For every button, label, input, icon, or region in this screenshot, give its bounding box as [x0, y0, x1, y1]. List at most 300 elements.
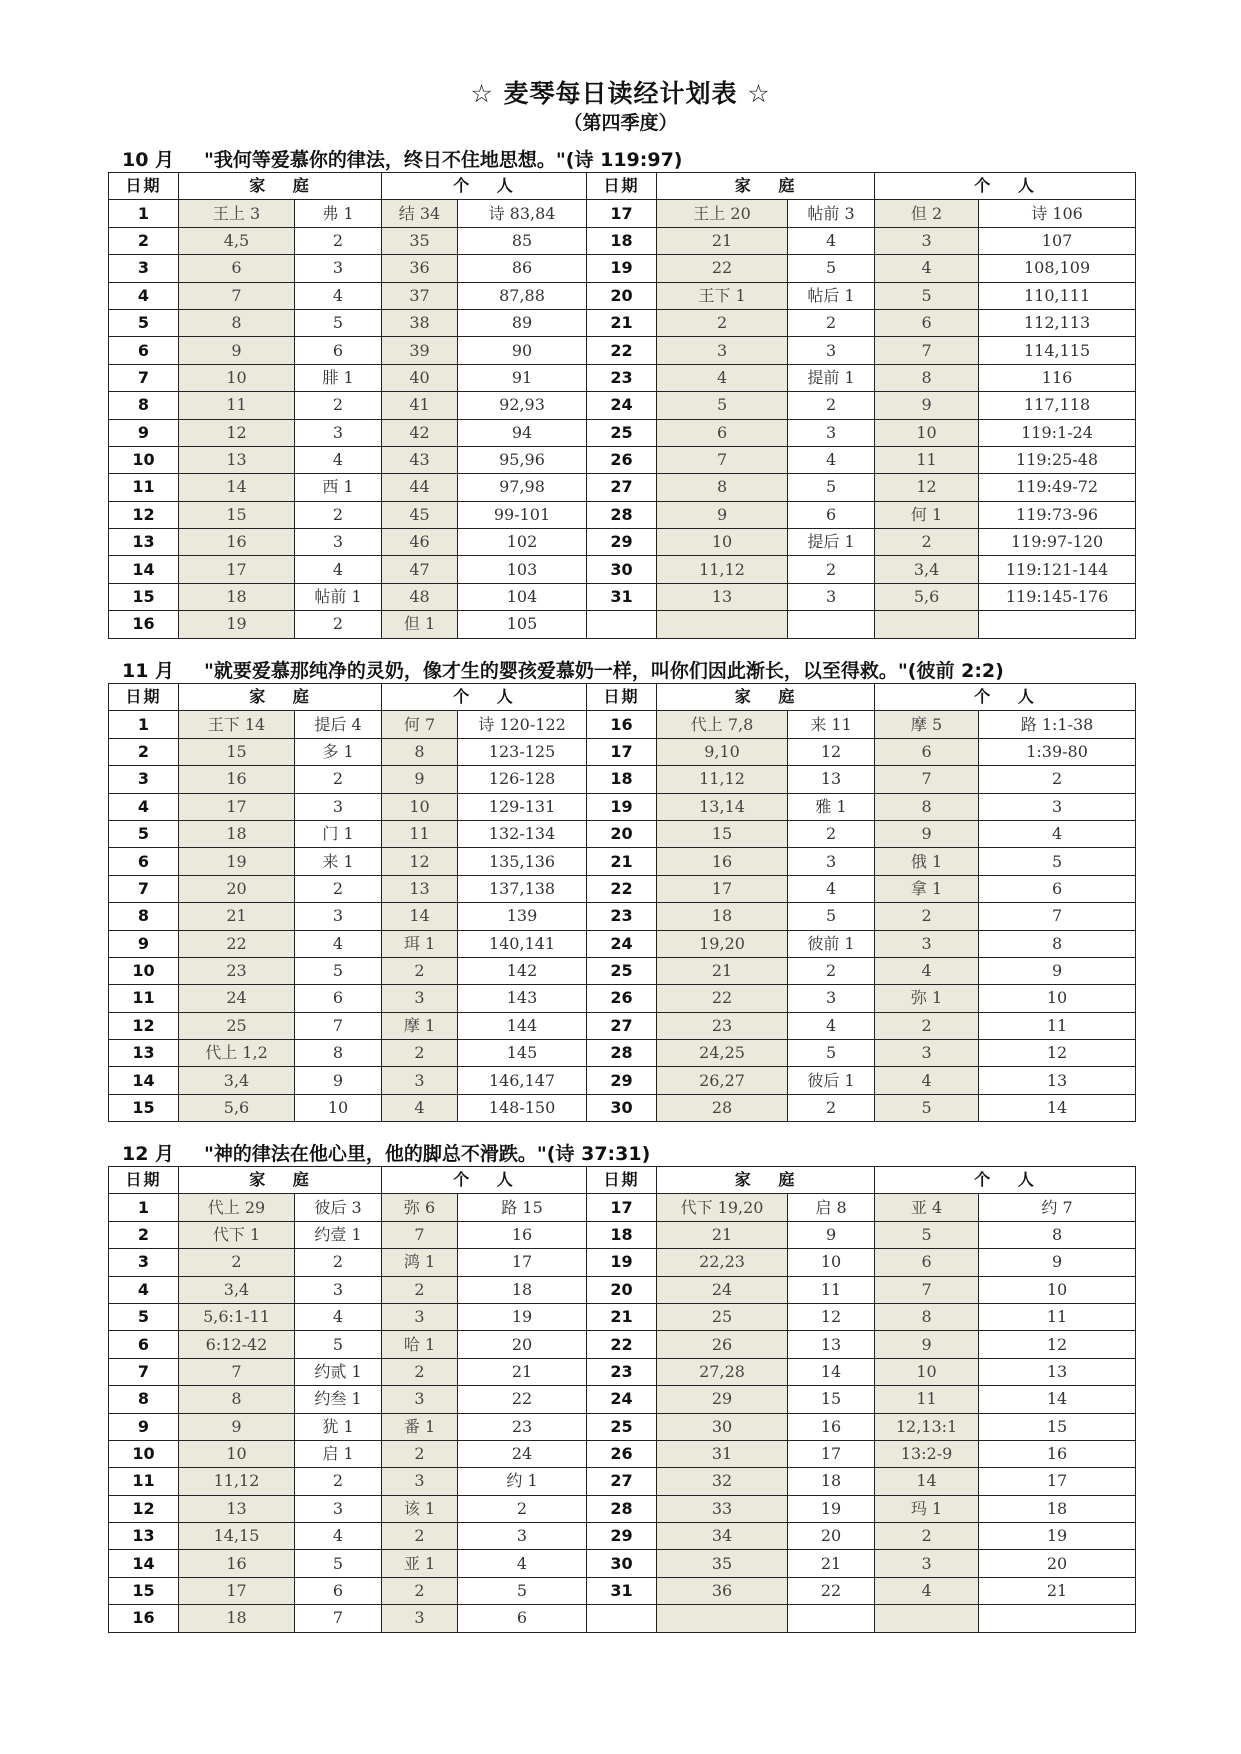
date-cell: 19	[587, 793, 657, 820]
personal-reading-1: 结 34	[382, 200, 458, 227]
table-row	[109, 1249, 1136, 1276]
personal-reading-1: 摩 1	[382, 1012, 458, 1039]
date-cell: 25	[587, 419, 657, 446]
date-cell: 27	[587, 1012, 657, 1039]
date-cell: 5	[109, 1303, 179, 1330]
date-cell: 24	[587, 392, 657, 419]
date-cell: 19	[587, 255, 657, 282]
personal-reading-2: 8	[979, 1221, 1136, 1248]
date-cell: 30	[587, 1094, 657, 1121]
personal-reading-2: 2	[458, 1495, 587, 1522]
family-reading-1: 28	[657, 1094, 788, 1121]
date-cell: 4	[109, 282, 179, 309]
family-reading-1: 21	[657, 957, 788, 984]
table-row	[109, 930, 1136, 957]
table-row	[109, 711, 1136, 738]
family-reading-2: 2	[295, 766, 382, 793]
personal-reading-1: 3	[382, 1468, 458, 1495]
family-reading-1: 王上 3	[179, 200, 295, 227]
personal-reading-2: 14	[979, 1386, 1136, 1413]
date-cell: 22	[587, 337, 657, 364]
personal-reading-1: 8	[875, 364, 979, 391]
date-cell: 9	[109, 419, 179, 446]
table-row	[109, 255, 1136, 282]
family-reading-2: 7	[295, 1012, 382, 1039]
personal-reading-1: 47	[382, 556, 458, 583]
personal-reading-2: 107	[979, 227, 1136, 254]
family-reading-2: 3	[788, 337, 875, 364]
personal-reading-2: 路 1:1-38	[979, 711, 1136, 738]
date-cell: 24	[587, 930, 657, 957]
family-reading-1: 21	[657, 227, 788, 254]
table-row	[109, 875, 1136, 902]
date-cell	[587, 611, 657, 638]
personal-reading-1: 3	[875, 1040, 979, 1067]
personal-reading-1: 弥 1	[875, 985, 979, 1012]
table-row	[109, 1040, 1136, 1067]
month-verse: "神的律法在他心里，他的脚总不滑跌。"(诗 37:31)	[204, 1143, 651, 1165]
family-reading-1: 7	[657, 446, 788, 473]
personal-reading-1: 5	[875, 282, 979, 309]
family-reading-1: 王下 14	[179, 711, 295, 738]
personal-reading-1: 但 1	[382, 611, 458, 638]
personal-reading-2: 13	[979, 1067, 1136, 1094]
personal-reading-2: 4	[979, 820, 1136, 847]
personal-reading-2: 23	[458, 1413, 587, 1440]
family-reading-2: 弗 1	[295, 200, 382, 227]
personal-reading-2: 16	[458, 1221, 587, 1248]
table-row	[109, 1550, 1136, 1577]
family-reading-1: 16	[179, 766, 295, 793]
personal-reading-1: 40	[382, 364, 458, 391]
personal-reading-1: 46	[382, 529, 458, 556]
personal-reading-2: 11	[979, 1303, 1136, 1330]
personal-reading-1: 10	[875, 1358, 979, 1385]
family-reading-2: 腓 1	[295, 364, 382, 391]
family-reading-2: 2	[788, 1094, 875, 1121]
family-reading-2: 5	[295, 1331, 382, 1358]
personal-reading-2: 104	[458, 583, 587, 610]
family-reading-2: 3	[295, 1276, 382, 1303]
date-cell: 26	[587, 446, 657, 473]
personal-reading-2: 19	[458, 1303, 587, 1330]
date-cell: 22	[587, 875, 657, 902]
personal-reading-1: 48	[382, 583, 458, 610]
family-reading-1: 2	[657, 309, 788, 336]
family-reading-1: 15	[179, 738, 295, 765]
month-header-oct	[122, 145, 682, 172]
personal-reading-1: 42	[382, 419, 458, 446]
family-reading-1: 19,20	[657, 930, 788, 957]
personal-reading-2: 14	[979, 1094, 1136, 1121]
date-cell: 21	[587, 1303, 657, 1330]
personal-reading-2: 路 15	[458, 1194, 587, 1221]
family-reading-2: 3	[788, 985, 875, 1012]
family-reading-1: 21	[657, 1221, 788, 1248]
personal-reading-1: 2	[382, 1440, 458, 1467]
family-header: 家 庭	[657, 173, 875, 200]
family-reading-1: 代上 7,8	[657, 711, 788, 738]
personal-reading-1: 8	[875, 793, 979, 820]
family-reading-2: 4	[295, 930, 382, 957]
family-reading-1: 23	[179, 957, 295, 984]
table-row	[109, 419, 1136, 446]
personal-reading-2: 140,141	[458, 930, 587, 957]
family-reading-1: 13	[179, 1495, 295, 1522]
personal-reading-1: 该 1	[382, 1495, 458, 1522]
personal-reading-1: 38	[382, 309, 458, 336]
date-cell: 4	[109, 1276, 179, 1303]
personal-reading-1: 9	[382, 766, 458, 793]
personal-reading-1: 3	[382, 1386, 458, 1413]
table-row	[109, 611, 1136, 638]
personal-reading-1: 4	[875, 1577, 979, 1604]
date-cell: 8	[109, 392, 179, 419]
family-reading-1: 代下 1	[179, 1221, 295, 1248]
date-cell: 8	[109, 903, 179, 930]
month-header-dec	[122, 1139, 650, 1166]
table-row	[109, 903, 1136, 930]
family-reading-1: 15	[657, 820, 788, 847]
personal-reading-1	[875, 1605, 979, 1632]
personal-reading-2: 19	[979, 1523, 1136, 1550]
date-cell: 18	[587, 227, 657, 254]
personal-reading-1: 5,6	[875, 583, 979, 610]
date-cell: 21	[587, 848, 657, 875]
date-cell: 5	[109, 309, 179, 336]
family-reading-2: 2	[788, 820, 875, 847]
personal-reading-1: 8	[875, 1303, 979, 1330]
date-cell: 20	[587, 282, 657, 309]
personal-reading-1: 4	[875, 1067, 979, 1094]
date-cell: 20	[587, 1276, 657, 1303]
family-reading-2: 4	[295, 282, 382, 309]
month-verse: "我何等爱慕你的律法，终日不住地思想。"(诗 119:97)	[204, 149, 683, 171]
personal-reading-2: 17	[458, 1249, 587, 1276]
family-reading-2: 14	[788, 1358, 875, 1385]
table-row	[109, 282, 1136, 309]
personal-reading-1	[875, 611, 979, 638]
table-row	[109, 985, 1136, 1012]
table-row	[109, 1358, 1136, 1385]
table-header-row	[109, 173, 1136, 200]
date-cell: 1	[109, 1194, 179, 1221]
table-row	[109, 337, 1136, 364]
date-cell: 14	[109, 1550, 179, 1577]
personal-reading-1: 12	[382, 848, 458, 875]
family-reading-1: 8	[179, 1386, 295, 1413]
family-reading-2: 帖前 3	[788, 200, 875, 227]
family-reading-2: 2	[788, 309, 875, 336]
family-reading-1: 11,12	[657, 556, 788, 583]
table-row	[109, 1495, 1136, 1522]
personal-reading-2: 90	[458, 337, 587, 364]
family-reading-2: 帖前 1	[295, 583, 382, 610]
family-reading-2: 彼后 3	[295, 1194, 382, 1221]
date-cell: 7	[109, 364, 179, 391]
date-cell: 31	[587, 1577, 657, 1604]
personal-reading-1: 41	[382, 392, 458, 419]
date-cell: 10	[109, 957, 179, 984]
family-reading-1: 10	[179, 1440, 295, 1467]
date-cell: 5	[109, 820, 179, 847]
date-cell: 22	[587, 1331, 657, 1358]
date-cell: 13	[109, 529, 179, 556]
date-cell: 4	[109, 793, 179, 820]
family-reading-1: 代上 29	[179, 1194, 295, 1221]
family-reading-2: 提后 4	[295, 711, 382, 738]
personal-reading-1: 玛 1	[875, 1495, 979, 1522]
family-reading-1: 10	[179, 364, 295, 391]
family-reading-2: 3	[295, 529, 382, 556]
family-reading-2: 18	[788, 1468, 875, 1495]
date-cell: 13	[109, 1523, 179, 1550]
month-label: 11 月	[122, 660, 175, 682]
family-reading-2: 3	[788, 583, 875, 610]
personal-reading-1: 4	[875, 255, 979, 282]
family-reading-1: 22	[179, 930, 295, 957]
family-reading-2: 犹 1	[295, 1413, 382, 1440]
date-cell: 16	[109, 611, 179, 638]
family-reading-1: 23	[657, 1012, 788, 1039]
date-cell: 10	[109, 1440, 179, 1467]
family-reading-2: 19	[788, 1495, 875, 1522]
family-reading-1: 13	[657, 583, 788, 610]
date-cell: 15	[109, 1094, 179, 1121]
family-reading-2: 来 11	[788, 711, 875, 738]
family-reading-2: 西 1	[295, 474, 382, 501]
personal-reading-1: 11	[875, 446, 979, 473]
family-reading-1: 29	[657, 1386, 788, 1413]
table-row	[109, 1094, 1136, 1121]
date-cell: 7	[109, 875, 179, 902]
family-reading-2: 6	[788, 501, 875, 528]
family-reading-2: 3	[295, 793, 382, 820]
family-reading-2: 8	[295, 1040, 382, 1067]
personal-reading-1: 7	[875, 766, 979, 793]
date-cell: 14	[109, 556, 179, 583]
table-row	[109, 738, 1136, 765]
family-reading-2: 3	[788, 419, 875, 446]
family-reading-1: 18	[179, 583, 295, 610]
personal-reading-2: 6	[458, 1605, 587, 1632]
family-reading-1: 9	[179, 337, 295, 364]
table-row	[109, 364, 1136, 391]
family-reading-2: 4	[295, 1303, 382, 1330]
date-cell: 31	[587, 583, 657, 610]
personal-reading-1: 俄 1	[875, 848, 979, 875]
family-reading-1: 31	[657, 1440, 788, 1467]
personal-reading-2: 6	[979, 875, 1136, 902]
family-reading-2: 2	[295, 227, 382, 254]
personal-reading-1: 9	[875, 1331, 979, 1358]
family-reading-2: 13	[788, 766, 875, 793]
family-reading-2: 3	[788, 848, 875, 875]
personal-reading-2: 12	[979, 1331, 1136, 1358]
month-header-nov	[122, 656, 1004, 683]
family-reading-1: 8	[657, 474, 788, 501]
family-reading-2: 11	[788, 1276, 875, 1303]
personal-reading-2: 108,109	[979, 255, 1136, 282]
date-header: 日期	[109, 173, 179, 200]
family-reading-1: 5,6	[179, 1094, 295, 1121]
date-cell: 17	[587, 1194, 657, 1221]
family-reading-1: 16	[657, 848, 788, 875]
date-cell: 18	[587, 1221, 657, 1248]
page-subtitle: （第四季度）	[563, 112, 678, 134]
personal-reading-1: 36	[382, 255, 458, 282]
personal-reading-1: 弥 6	[382, 1194, 458, 1221]
table-row	[109, 556, 1136, 583]
date-cell: 6	[109, 848, 179, 875]
personal-reading-1: 7	[382, 1221, 458, 1248]
personal-reading-1: 3	[875, 1550, 979, 1577]
personal-reading-1: 10	[875, 419, 979, 446]
personal-reading-2: 89	[458, 309, 587, 336]
family-reading-1: 王上 20	[657, 200, 788, 227]
table-row	[109, 1413, 1136, 1440]
personal-reading-2: 2	[979, 766, 1136, 793]
family-reading-2: 21	[788, 1550, 875, 1577]
personal-reading-2: 5	[979, 848, 1136, 875]
date-cell: 25	[587, 1413, 657, 1440]
personal-reading-1: 亚 4	[875, 1194, 979, 1221]
family-reading-1: 12	[179, 419, 295, 446]
personal-reading-2: 144	[458, 1012, 587, 1039]
date-cell: 1	[109, 200, 179, 227]
table-row	[109, 1067, 1136, 1094]
family-reading-2: 3	[295, 419, 382, 446]
date-cell: 12	[109, 1495, 179, 1522]
family-reading-1: 17	[657, 875, 788, 902]
personal-reading-2: 95,96	[458, 446, 587, 473]
personal-reading-2: 116	[979, 364, 1136, 391]
family-reading-2	[788, 611, 875, 638]
date-cell: 27	[587, 1468, 657, 1495]
family-reading-1: 27,28	[657, 1358, 788, 1385]
personal-reading-2: 21	[458, 1358, 587, 1385]
family-reading-1: 3	[657, 337, 788, 364]
personal-reading-2: 3	[458, 1523, 587, 1550]
personal-reading-2: 4	[458, 1550, 587, 1577]
family-reading-2: 4	[788, 446, 875, 473]
date-cell: 1	[109, 711, 179, 738]
personal-reading-2: 145	[458, 1040, 587, 1067]
personal-reading-1: 鸿 1	[382, 1249, 458, 1276]
personal-reading-1: 13:2-9	[875, 1440, 979, 1467]
table-row	[109, 1194, 1136, 1221]
personal-reading-1: 4	[875, 957, 979, 984]
personal-reading-2: 119:1-24	[979, 419, 1136, 446]
table-row	[109, 1331, 1136, 1358]
family-reading-1: 13,14	[657, 793, 788, 820]
personal-reading-1: 7	[875, 1276, 979, 1303]
family-reading-2: 2	[295, 875, 382, 902]
date-cell: 27	[587, 474, 657, 501]
family-reading-1: 32	[657, 1468, 788, 1495]
family-reading-1: 3,4	[179, 1067, 295, 1094]
family-reading-1	[657, 1605, 788, 1632]
personal-reading-2: 15	[979, 1413, 1136, 1440]
table-row	[109, 766, 1136, 793]
family-reading-1: 19	[179, 611, 295, 638]
personal-reading-2: 10	[979, 985, 1136, 1012]
personal-reading-1: 何 7	[382, 711, 458, 738]
reading-table-nov	[108, 683, 1136, 1122]
personal-reading-2: 20	[458, 1331, 587, 1358]
personal-reading-2: 146,147	[458, 1067, 587, 1094]
family-reading-1: 9	[657, 501, 788, 528]
family-reading-1: 30	[657, 1413, 788, 1440]
table-row	[109, 501, 1136, 528]
family-reading-1: 18	[179, 1605, 295, 1632]
personal-reading-1: 3	[382, 1605, 458, 1632]
table-row	[109, 1468, 1136, 1495]
table-row	[109, 957, 1136, 984]
date-cell: 2	[109, 1221, 179, 1248]
family-reading-2: 5	[788, 255, 875, 282]
personal-reading-2: 137,138	[458, 875, 587, 902]
personal-reading-1: 2	[875, 529, 979, 556]
family-reading-1: 16	[179, 1550, 295, 1577]
personal-reading-1: 37	[382, 282, 458, 309]
month-label: 10 月	[122, 149, 175, 171]
family-header: 家 庭	[179, 684, 382, 711]
personal-reading-2: 7	[979, 903, 1136, 930]
family-reading-2: 启 1	[295, 1440, 382, 1467]
family-reading-2: 6	[295, 985, 382, 1012]
personal-reading-1: 4	[382, 1094, 458, 1121]
table-row	[109, 1012, 1136, 1039]
personal-reading-2: 11	[979, 1012, 1136, 1039]
family-reading-2: 5	[788, 903, 875, 930]
family-reading-1: 5,6:1-11	[179, 1303, 295, 1330]
family-reading-1: 18	[657, 903, 788, 930]
family-reading-2: 约壹 1	[295, 1221, 382, 1248]
table-row	[109, 1440, 1136, 1467]
family-reading-1: 33	[657, 1495, 788, 1522]
personal-reading-1: 2	[382, 1358, 458, 1385]
date-cell: 12	[109, 501, 179, 528]
personal-reading-2	[979, 611, 1136, 638]
personal-reading-2: 102	[458, 529, 587, 556]
family-reading-2: 提前 1	[788, 364, 875, 391]
personal-reading-2: 16	[979, 1440, 1136, 1467]
family-reading-1: 代上 1,2	[179, 1040, 295, 1067]
table-header-row	[109, 684, 1136, 711]
family-reading-2: 5	[295, 957, 382, 984]
date-cell: 10	[109, 446, 179, 473]
date-cell: 7	[109, 1358, 179, 1385]
date-cell: 28	[587, 501, 657, 528]
date-cell: 28	[587, 1040, 657, 1067]
date-cell: 20	[587, 820, 657, 847]
family-reading-1: 10	[657, 529, 788, 556]
family-reading-1: 代下 19,20	[657, 1194, 788, 1221]
family-reading-1: 26,27	[657, 1067, 788, 1094]
date-cell: 3	[109, 255, 179, 282]
date-cell: 16	[109, 1605, 179, 1632]
family-reading-2: 2	[295, 392, 382, 419]
date-cell: 2	[109, 227, 179, 254]
personal-reading-1: 39	[382, 337, 458, 364]
family-reading-2: 门 1	[295, 820, 382, 847]
family-reading-1: 17	[179, 793, 295, 820]
family-reading-1: 11,12	[657, 766, 788, 793]
personal-reading-1: 11	[382, 820, 458, 847]
date-cell: 23	[587, 1358, 657, 1385]
date-header: 日期	[587, 1167, 657, 1194]
